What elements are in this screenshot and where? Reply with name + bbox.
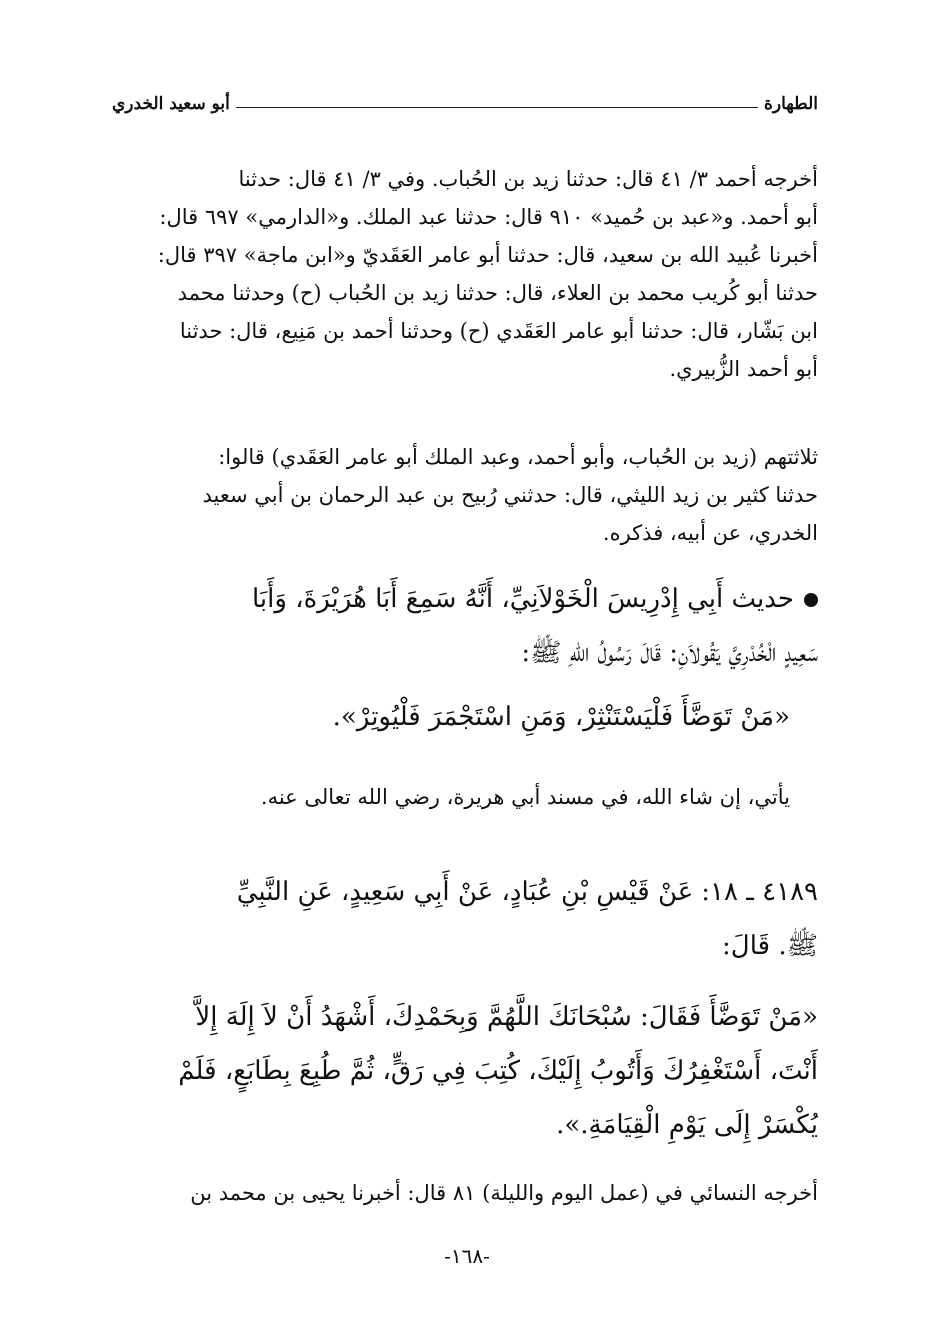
text-line: أخبرنا عُبيد الله بن سعيد، قال: حدثنا أبو عامر العَقَديّ و«ابن ماجة» ٣٩٧ قال: (157, 243, 818, 267)
header-rule (236, 107, 758, 108)
text-line (112, 865, 818, 919)
hadith-intro (112, 572, 818, 680)
hadith-4189 (112, 865, 818, 973)
text-line: ابن بَشّار، قال: حدثنا أبو عامر العَقَدي (ح) وحدثنا أحمد بن مَنِيع، قال: حدثنا (179, 319, 818, 343)
text-line: أَنْتَ، أَسْتَغْفِرُكَ وَأَتُوبُ إِلَيْكَ، كُتِبَ فِي رَقٍّ، ثُمَّ طُبِعَ بِطَابَعٍ، فَلَمْ (178, 1056, 818, 1086)
cross-reference-note (112, 778, 818, 816)
takhrij-paragraph-3 (112, 1174, 818, 1212)
takhrij-paragraph-1 (112, 160, 818, 388)
text-line: «مَنْ تَوَضَّأَ فَقَالَ: سُبْحَانَكَ اللَّهُمَّ وَبِحَمْدِكَ، أَشْهَدُ أَنْ لاَ إِلَهَ إِلاَّ (195, 1002, 818, 1032)
text-line: سَعِيدٍ الْخُدْرِيَّ يَقُولاَنِ: قَالَ رَسُولُ اللهِ ﷺ: (521, 638, 818, 668)
hadith-number: ٤١٨٩ ـ ١٨: (701, 877, 818, 907)
text-line: حدثنا أبو كُريب محمد بن العلاء، قال: حدثنا زيد بن الحُباب (ح) وحدثنا محمد (177, 281, 818, 305)
text-line: يُكْسَرْ إِلَى يَوْمِ الْقِيَامَةِ.». (556, 1110, 818, 1140)
page-number: -١٦٨- (444, 1244, 490, 1268)
hadith-intro-line: حديث أَبِي إِدْرِيسَ الْخَوْلاَنِيِّ، أَنَّهُ سَمِعَ أَبَا هُرَيْرَةَ، وَأَبَا (252, 584, 794, 614)
text-line: ثلاثتهم (زيد بن الحُباب، وأبو أحمد، وعبد الملك أبو عامر العَقَدي) قالوا: (218, 445, 818, 469)
text-line: يأتي، إن شاء الله، في مسند أبي هريرة، رضي الله تعالى عنه. (260, 785, 790, 809)
takhrij-paragraph-2 (112, 438, 818, 552)
text-line: أخرجه أحمد ٣/ ٤١ قال: حدثنا زيد بن الحُباب. وفي ٣/ ٤١ قال: حدثنا (238, 167, 818, 191)
running-header (112, 86, 818, 114)
text-line: أخرجه النسائي في (عمل اليوم والليلة) ٨١ قال: أخبرنا يحيى بن محمد بن (190, 1181, 818, 1205)
text-line: ﷺ. قَالَ: (722, 931, 818, 961)
header-chapter: الطهارة (764, 94, 818, 114)
bullet-icon (804, 593, 818, 607)
text-line (112, 572, 818, 626)
text-line: حدثنا كثير بن زيد الليثي، قال: حدثني رُبيح بن عبد الرحمان بن أبي سعيد (202, 483, 818, 507)
text-line: أبو أحمد. و«عبد بن حُميد» ٩١٠ قال: حدثنا عبد الملك. و«الدارمي» ٦٩٧ قال: (159, 205, 818, 229)
hadith-text (112, 690, 818, 744)
text-line: الخدري، عن أبيه، فذكره. (602, 521, 818, 545)
text-line: أبو أحمد الزُّبيري. (669, 357, 818, 381)
hadith-isnad: عَنْ قَيْسِ بْنِ عُبَادٍ، عَنْ أَبِي سَعِيدٍ، عَنِ النَّبِيِّ (236, 877, 694, 907)
hadith-matn (112, 990, 818, 1152)
header-narrator: أبو سعيد الخدري (112, 94, 230, 114)
text-line: «مَنْ تَوَضَّأَ فَلْيَسْتَنْثِرْ، وَمَنِ اسْتَجْمَرَ فَلْيُوتِرْ». (332, 702, 790, 732)
